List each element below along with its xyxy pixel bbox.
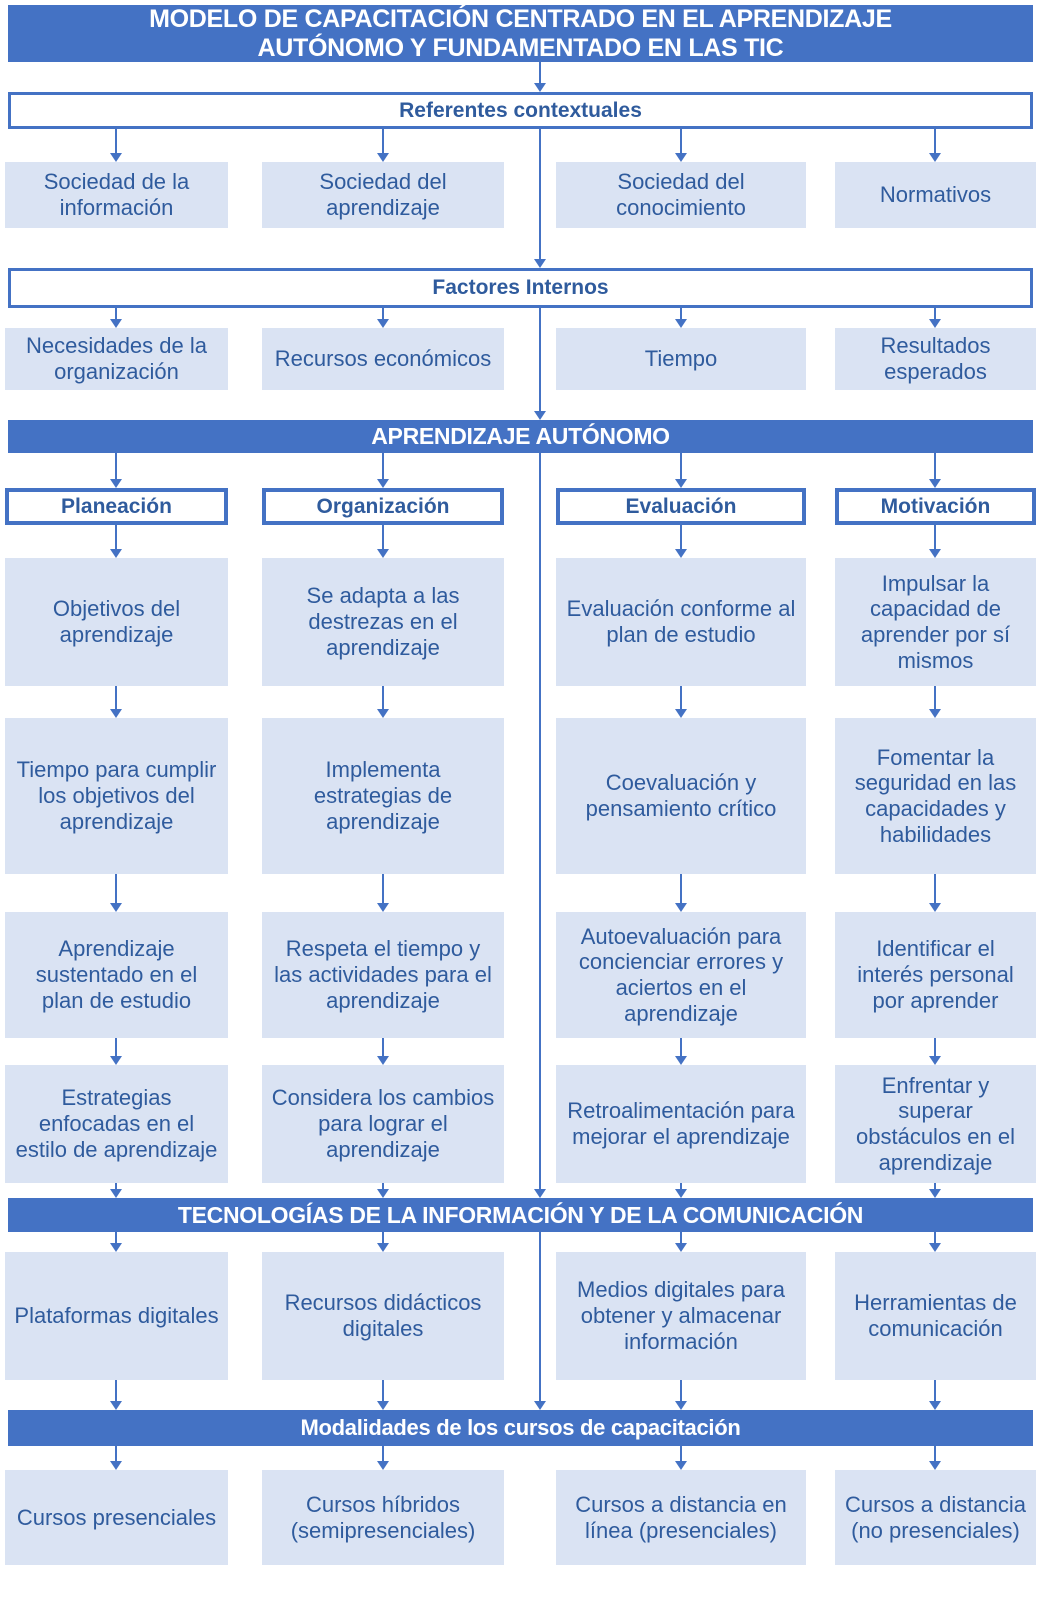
column-header-evaluacion: Evaluación [556, 488, 806, 525]
node-normativos: Normativos [835, 162, 1036, 228]
node-identificar-interes: Identificar el interés personal por aprender [835, 912, 1036, 1038]
node-fomentar-seguridad: Fomentar la seguridad en las capacidades y habilidades [835, 718, 1036, 874]
node-necesidades-organizacion: Necesidades de la organización [5, 328, 228, 390]
node-coevaluacion-pensamiento: Coevaluación y pensamiento crítico [556, 718, 806, 874]
node-evaluacion-plan-estudio: Evaluación conforme al plan de estudio [556, 558, 806, 686]
node-cursos-distancia-linea: Cursos a distancia en línea (presenciales) [556, 1470, 806, 1565]
arrow-down-icon [115, 1380, 117, 1401]
page-title [149, 5, 892, 63]
arrow-down-icon [115, 525, 117, 549]
arrow-down-icon [539, 129, 541, 259]
node-herramientas-comunicacion: Herramientas de comunicación [835, 1252, 1036, 1380]
arrow-down-icon [115, 1038, 117, 1056]
title-line-2: AUTÓNOMO Y FUNDAMENTADO EN LAS TIC [257, 33, 784, 62]
arrow-down-icon [934, 686, 936, 709]
arrow-down-icon [115, 686, 117, 709]
node-tiempo-objetivos: Tiempo para cumplir los objetivos del aprendizaje [5, 718, 228, 874]
arrow-down-icon [382, 453, 384, 479]
section-modalidades-cursos: Modalidades de los cursos de capacitación [8, 1410, 1033, 1446]
arrow-down-icon [680, 308, 682, 319]
arrow-down-icon [934, 1380, 936, 1401]
arrow-down-icon [934, 874, 936, 903]
arrow-down-icon [382, 525, 384, 549]
column-header-planeacion: Planeación [5, 488, 228, 525]
arrow-down-icon [934, 1232, 936, 1243]
node-retroalimentacion: Retroalimentación para mejorar el aprendizaje [556, 1065, 806, 1183]
arrow-down-icon [382, 874, 384, 903]
arrow-down-icon [934, 1038, 936, 1056]
node-respeta-tiempo-actividades: Respeta el tiempo y las actividades para el aprendizaje [262, 912, 504, 1038]
section-tecnologias-informacion-comunicacion: TECNOLOGÍAS DE LA INFORMACIÓN Y DE LA COMUNICACIÓN [8, 1198, 1033, 1232]
node-adapta-destrezas: Se adapta a las destrezas en el aprendizaje [262, 558, 504, 686]
title-band [8, 5, 1033, 62]
arrow-down-icon [115, 1446, 117, 1461]
section-aprendizaje-autonomo: APRENDIZAJE AUTÓNOMO [8, 420, 1033, 453]
arrow-down-icon [934, 453, 936, 479]
arrow-down-icon [115, 129, 117, 153]
arrow-down-icon [680, 1232, 682, 1243]
node-sociedad-informacion: Sociedad de la información [5, 162, 228, 228]
arrow-down-icon [680, 874, 682, 903]
arrow-down-icon [382, 1183, 384, 1189]
arrow-down-icon [934, 525, 936, 549]
arrow-down-icon [539, 308, 541, 411]
arrow-down-icon [539, 453, 541, 1189]
node-enfrentar-obstaculos: Enfrentar y superar obstáculos en el aprendizaje [835, 1065, 1036, 1183]
arrow-down-icon [680, 453, 682, 479]
node-cursos-presenciales: Cursos presenciales [5, 1470, 228, 1565]
node-recursos-didacticos: Recursos didácticos digitales [262, 1252, 504, 1380]
arrow-down-icon [115, 1183, 117, 1189]
arrow-down-icon [680, 1183, 682, 1189]
arrow-down-icon [382, 1380, 384, 1401]
arrow-down-icon [539, 1232, 541, 1401]
arrow-down-icon [382, 308, 384, 319]
node-resultados-esperados: Resultados esperados [835, 328, 1036, 390]
arrow-down-icon [680, 525, 682, 549]
section-factores-internos: Factores Internos [8, 268, 1033, 308]
arrow-down-icon [680, 1038, 682, 1056]
node-cursos-distancia-no-presenciales: Cursos a distancia (no presenciales) [835, 1470, 1036, 1565]
arrow-down-icon [539, 62, 541, 83]
arrow-down-icon [934, 1446, 936, 1461]
arrow-down-icon [934, 129, 936, 153]
node-autoevaluacion-errores: Autoevaluación para concienciar errores y aciertos en el aprendizaje [556, 912, 806, 1038]
arrow-down-icon [115, 453, 117, 479]
column-header-motivacion: Motivación [835, 488, 1036, 525]
node-medios-digitales: Medios digitales para obtener y almacenar información [556, 1252, 806, 1380]
node-recursos-economicos: Recursos económicos [262, 328, 504, 390]
node-sociedad-aprendizaje: Sociedad del aprendizaje [262, 162, 504, 228]
node-aprendizaje-plan-estudio: Aprendizaje sustentado en el plan de estudio [5, 912, 228, 1038]
arrow-down-icon [115, 874, 117, 903]
arrow-down-icon [382, 1446, 384, 1461]
node-impulsar-capacidad: Impulsar la capacidad de aprender por sí mismos [835, 558, 1036, 686]
node-plataformas-digitales: Plataformas digitales [5, 1252, 228, 1380]
arrow-down-icon [680, 686, 682, 709]
node-tiempo: Tiempo [556, 328, 806, 390]
arrow-down-icon [382, 1038, 384, 1056]
column-header-organizacion: Organización [262, 488, 504, 525]
arrow-down-icon [115, 1232, 117, 1243]
arrow-down-icon [680, 1380, 682, 1401]
node-sociedad-conocimiento: Sociedad del conocimiento [556, 162, 806, 228]
section-referentes-contextuales: Referentes contextuales [8, 92, 1033, 129]
node-implementa-estrategias: Implementa estrategias de aprendizaje [262, 718, 504, 874]
arrow-down-icon [382, 129, 384, 153]
node-objetivos-aprendizaje: Objetivos del aprendizaje [5, 558, 228, 686]
arrow-down-icon [934, 308, 936, 319]
arrow-down-icon [680, 129, 682, 153]
title-line-1: MODELO DE CAPACITACIÓN CENTRADO EN EL APRENDIZAJE [149, 4, 892, 33]
arrow-down-icon [115, 308, 117, 319]
arrow-down-icon [382, 1232, 384, 1243]
node-estrategias-estilo: Estrategias enfocadas en el estilo de aprendizaje [5, 1065, 228, 1183]
arrow-down-icon [934, 1183, 936, 1189]
node-considera-cambios: Considera los cambios para lograr el aprendizaje [262, 1065, 504, 1183]
arrow-down-icon [680, 1446, 682, 1461]
arrow-down-icon [382, 686, 384, 709]
node-cursos-hibridos: Cursos híbridos (semipresenciales) [262, 1470, 504, 1565]
